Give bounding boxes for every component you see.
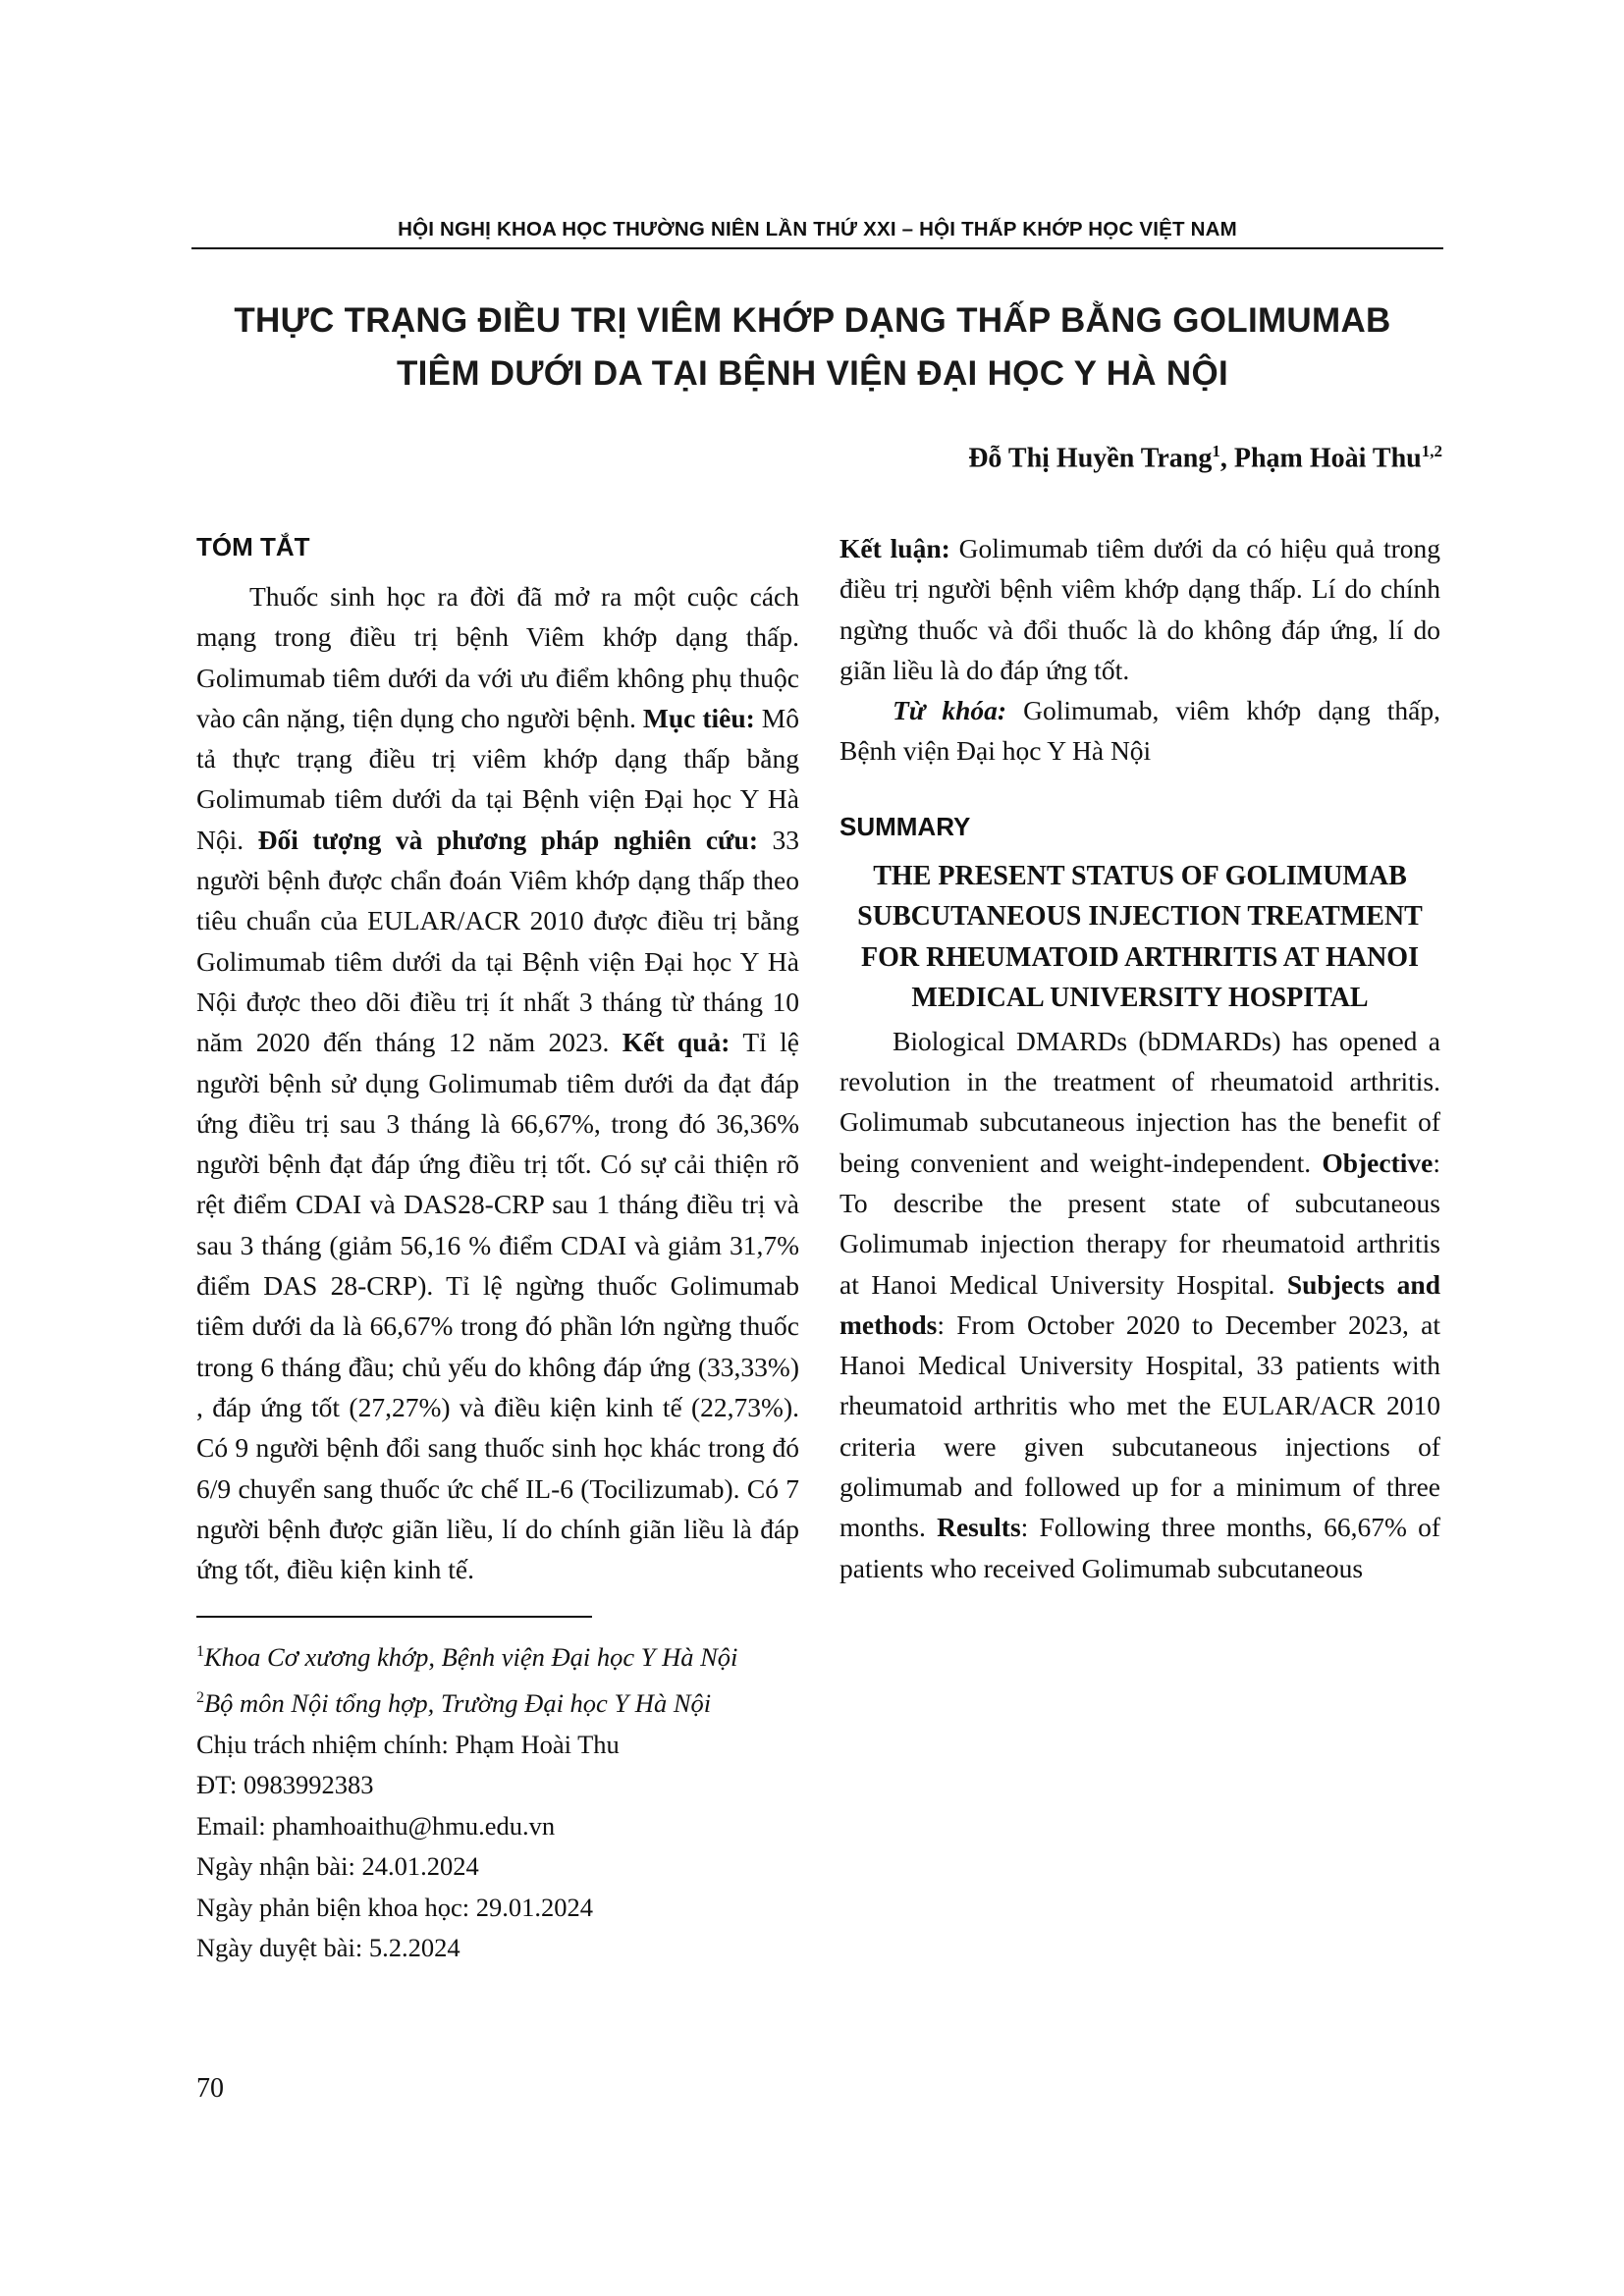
summary-objective-label: Objective <box>1322 1147 1434 1178</box>
footnote-1-marker: 1 <box>196 1643 204 1660</box>
email: Email: phamhoaithu@hmu.edu.vn <box>196 1810 556 1841</box>
footnote-1 <box>196 1631 805 1678</box>
abstract-vi-conclusion-text: Golimumab tiêm dưới da có hiệu quả trong điều trị người bệnh viêm khớp dạng thấp. Lí do chính ngừng thuốc và đổi thuốc là do không đáp ứng, lí do giãn liều là do đáp ứng tốt. <box>839 533 1440 685</box>
author-1: Đỗ Thị Huyền Trang <box>968 443 1213 474</box>
abstract-vi-methods-text: 33 người bệnh được chẩn đoán Viêm khớp dạng thấp theo tiêu chuẩn của EULAR/ACR 2010 được điều trị bằng Golimumab tiêm dưới da tại Bệnh viện Đại học Y Hà Nội được theo dõi điều trị ít nhất 3 tháng từ tháng 10 năm 2020 đến tháng 12 năm 2023. <box>196 824 800 1058</box>
footnote-2-marker: 2 <box>196 1689 204 1707</box>
abstract-vi-intro: Thuốc sinh học ra đời đã mở ra một cuộc cách mạng trong điều trị bệnh Viêm khớp dạng thấp. Golimumab tiêm dưới da với ưu điểm không phụ thuộc vào cân nặng, tiện dụng cho người bệnh. <box>196 581 799 733</box>
summary-methods-label: Subjects and methods <box>839 1268 1440 1340</box>
keywords-text: Golimumab, viêm khớp dạng thấp, Bệnh viện Đại học Y Hà Nội <box>839 695 1440 767</box>
section-spacer <box>839 772 1440 805</box>
summary-body <box>839 1021 1440 1588</box>
summary-heading: SUMMARY <box>839 811 971 841</box>
title-line-1: THỰC TRẠNG ĐIỀU TRỊ VIÊM KHỚP DẠNG THẤP BẰNG GOLIMUMAB <box>234 301 1391 340</box>
abstract-vi-methods-label: Đối tượng và phương pháp nghiên cứu: <box>257 824 758 855</box>
running-header: HỘI NGHỊ KHOA HỌC THƯỜNG NIÊN LẦN THỨ XXI – HỘI THẤP KHỚP HỌC VIỆT NAM <box>191 218 1443 249</box>
summary-results-label: Results <box>937 1512 1021 1543</box>
article-title <box>147 294 1478 400</box>
footnote-rule <box>196 1616 592 1618</box>
author-2: Phạm Hoài Thu <box>1233 443 1422 474</box>
phone: ĐT: 0983992383 <box>196 1770 374 1800</box>
date-reviewed: Ngày phản biện khoa học: 29.01.2024 <box>196 1892 594 1922</box>
footnotes <box>196 1631 805 1969</box>
abstract-vi-results-label: Kết quả: <box>622 1027 731 1058</box>
author-2-affiliation: 1,2 <box>1421 442 1442 460</box>
abstract-vi-objective-text: Mô tả thực trạng điều trị viêm khớp dạng thấp bằng Golimumab tiêm dưới da tại Bệnh viện Đại học Y Hà Nội. <box>196 702 800 855</box>
abstract-vi-body <box>196 576 799 1589</box>
responsible-author: Chịu trách nhiệm chính: Phạm Hoài Thu <box>196 1729 620 1759</box>
abstract-vi-heading: TÓM TẮT <box>196 532 310 561</box>
abstract-vi-objective-label: Mục tiêu: <box>642 702 755 733</box>
abstract-vi-continuation <box>839 528 1440 690</box>
abstract-vi-results-text: Tỉ lệ người bệnh sử dụng Golimumab tiêm dưới da đạt đáp ứng điều trị sau 3 tháng là 66,67%, trong đó 36,36% người bệnh đạt đáp ứng điều trị tốt. Có sự cải thiện rõ rệt điểm CDAI và DAS28-CRP sau 1 tháng điều trị và sau 3 tháng (giảm 56,16 % điểm CDAI và giảm 31,7% điểm DAS 28-CRP). Tỉ lệ ngừng thuốc Golimumab tiêm dưới da là 66,67% trong đó phần lớn ngừng thuốc trong 6 tháng đầu; chủ yếu do không đáp ứng (33,33%) , đáp ứng tốt (27,27%) và điều kiện kinh tế (22,73%). Có 9 người bệnh đổi sang thuốc sinh học khác trong đó 6/9 chuyển sang thuốc ức chế IL-6 (Tocilizumab). Có 7 người bệnh được giãn liều, lí do chính giãn liều là đáp ứng tốt, điều kiện kinh tế. <box>196 1027 800 1585</box>
abstract-vi-column <box>196 525 799 1589</box>
abstract-vi-conclusion-label: Kết luận: <box>839 533 950 563</box>
footnote-1-text: Khoa Cơ xương khớp, Bệnh viện Đại học Y Hà Nội <box>204 1641 738 1672</box>
right-column <box>839 528 1440 1588</box>
date-approved: Ngày duyệt bài: 5.2.2024 <box>196 1933 460 1963</box>
footnote-2-text: Bộ môn Nội tổng hợp, Trường Đại học Y Hà Nội <box>204 1688 712 1719</box>
keywords-label: Từ khóa: <box>893 695 1007 726</box>
date-received: Ngày nhận bài: 24.01.2024 <box>196 1851 479 1882</box>
summary-intro: Biological DMARDs (bDMARDs) has opened a revolution in the treatment of rheumatoid arthritis. Golimumab subcutaneous injection has the benefit of being convenient and weight-independent. <box>839 1025 1440 1178</box>
keywords <box>839 690 1440 772</box>
author-1-affiliation: 1 <box>1212 442 1220 460</box>
page-number: 70 <box>196 2073 224 2104</box>
summary-objective-text: : To describe the present state of subcutaneous Golimumab injection therapy for rheumatoid arthritis at Hanoi Medical University Hospital. <box>839 1147 1440 1300</box>
footnote-2 <box>196 1678 805 1724</box>
summary-methods-text: : From October 2020 to December 2023, at Hanoi Medical University Hospital, 33 patients with rheumatoid arthritis who met the EULAR/ACR 2010 criteria were given subcutaneous injections of golimumab and followed up for a minimum of three months. <box>839 1308 1440 1543</box>
authors <box>968 442 1442 474</box>
author-separator: , <box>1219 443 1234 474</box>
summary-title: THE PRESENT STATUS OF GOLIMUMAB SUBCUTANEOUS INJECTION TREATMENT FOR RHEUMATOID ARTHRITIS AT HANOI MEDICAL UNIVERSITY HOSPITAL <box>857 860 1423 1014</box>
summary-results-text: : Following three months, 66,67% of patients who received Golimumab subcutaneous <box>839 1512 1440 1583</box>
title-line-2: TIÊM DƯỚI DA TẠI BỆNH VIỆN ĐẠI HỌC Y HÀ NỘI <box>396 354 1229 393</box>
